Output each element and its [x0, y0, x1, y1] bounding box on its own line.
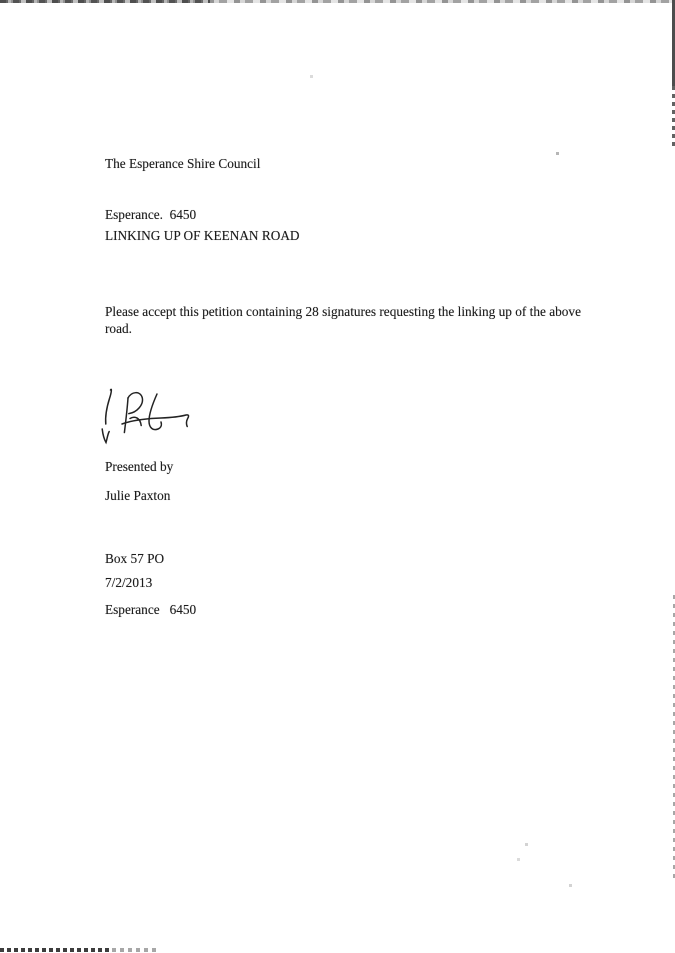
- presented-by-label: Presented by: [105, 459, 174, 474]
- scan-speck: [569, 884, 572, 887]
- recipient-line-1: The Esperance Shire Council: [105, 156, 261, 171]
- scan-speck: [310, 75, 313, 78]
- letter-date: 7/2/2013: [105, 575, 153, 590]
- body-paragraph: Please accept this petition containing 28 signatures requesting the linking up of the above road.: [105, 304, 585, 336]
- handwritten-signature: [95, 385, 195, 450]
- subject-line: LINKING UP OF KEENAN ROAD: [105, 228, 300, 243]
- scan-speck: [517, 858, 520, 861]
- presenter-address-line-1: Box 57 PO: [105, 551, 165, 566]
- recipient-line-2: Esperance. 6450: [105, 207, 197, 222]
- scan-speck: [525, 843, 528, 846]
- scan-speck: [556, 152, 559, 155]
- scan-artifact-bottom-edge-dashes-light: [112, 948, 160, 952]
- scan-artifact-top-edge: [0, 0, 675, 3]
- scan-artifact-top-edge-dark: [0, 0, 210, 3]
- scan-artifact-bottom-edge-dashes: [0, 948, 112, 952]
- presenter-address-line-2: Esperance 6450: [105, 602, 197, 617]
- presenter-name: Julie Paxton: [105, 488, 171, 503]
